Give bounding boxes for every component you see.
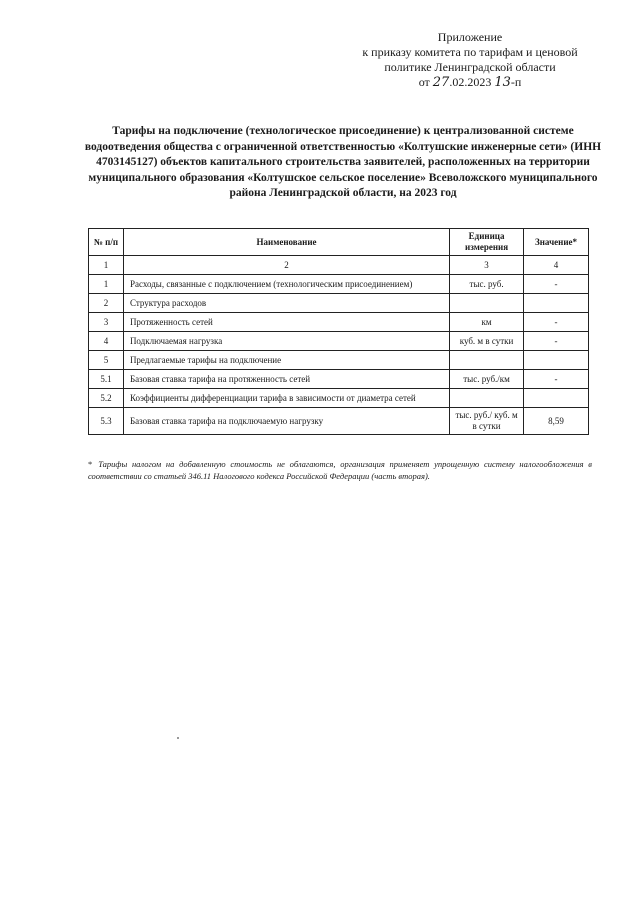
header-name: Наименование — [123, 229, 449, 256]
row-name: Коэффициенты дифференциации тарифа в зависимости от диаметра сетей — [123, 389, 449, 408]
row-name: Предлагаемые тарифы на подключение — [123, 351, 449, 370]
order-date-line — [340, 75, 600, 90]
appendix-line-2: политике Ленинградской области — [384, 60, 556, 74]
row-number: 2 — [89, 294, 124, 313]
table-row — [89, 389, 589, 408]
row-number: 5.3 — [89, 408, 124, 435]
appendix-line-1: к приказу комитета по тарифам и ценовой — [362, 45, 578, 59]
row-number: 5.1 — [89, 370, 124, 389]
appendix-title: Приложение — [437, 30, 503, 44]
row-unit: тыс. руб. — [450, 275, 524, 294]
row-value — [524, 294, 589, 313]
order-suffix: -п — [510, 75, 522, 89]
index-cell: 4 — [524, 256, 589, 275]
order-prefix: от — [418, 75, 430, 89]
row-unit: куб. м в сутки — [450, 332, 524, 351]
row-name: Структура расходов — [123, 294, 449, 313]
row-name: Подключаемая нагрузка — [123, 332, 449, 351]
table-row — [89, 275, 589, 294]
order-number: 13 — [494, 75, 511, 90]
row-number: 5.2 — [89, 389, 124, 408]
header-value: Значение* — [524, 229, 589, 256]
footnote — [88, 458, 592, 482]
row-unit — [450, 389, 524, 408]
appendix-header — [340, 30, 600, 90]
table-row — [89, 313, 589, 332]
table-header-row — [89, 229, 589, 256]
row-unit — [450, 351, 524, 370]
row-number: 3 — [89, 313, 124, 332]
row-value: - — [524, 313, 589, 332]
row-value — [524, 351, 589, 370]
order-day: 27 — [432, 75, 450, 90]
header-number: № п/п — [89, 229, 124, 256]
table-row — [89, 294, 589, 313]
table-row — [89, 351, 589, 370]
tariffs-table — [88, 228, 589, 435]
index-cell: 2 — [123, 256, 449, 275]
row-value: - — [524, 332, 589, 351]
row-number: 1 — [89, 275, 124, 294]
row-unit: км — [450, 313, 524, 332]
scan-speck — [177, 737, 179, 739]
row-number: 4 — [89, 332, 124, 351]
row-value — [524, 389, 589, 408]
row-value: 8,59 — [524, 408, 589, 435]
row-unit: тыс. руб./ куб. м в сутки — [450, 408, 524, 435]
order-date-rest: .02.2023 — [449, 75, 492, 89]
row-name: Базовая ставка тарифа на подключаемую нагрузку — [123, 408, 449, 435]
index-cell: 3 — [450, 256, 524, 275]
footnote-star: * — [88, 459, 93, 469]
table-row — [89, 370, 589, 389]
row-number: 5 — [89, 351, 124, 370]
table-row — [89, 332, 589, 351]
header-unit: Единица измерения — [450, 229, 524, 256]
table-index-row — [89, 256, 589, 275]
index-cell: 1 — [89, 256, 124, 275]
row-name: Протяженность сетей — [123, 313, 449, 332]
row-value: - — [524, 275, 589, 294]
document-title: Тарифы на подключение (технологическое присоединение) к централизованной системе водоотведения общества с ограниченной ответственностью «Колтушские инженерные сети» (ИНН 4703145127) объектов капитального строительства заявителей, расположенных на территории муниципального образования «Колтушское сельское поселение» Всеволожского муниципального района Ленинградской области, на 2023 год — [84, 125, 602, 199]
row-unit — [450, 294, 524, 313]
row-name: Базовая ставка тарифа на протяженность сетей — [123, 370, 449, 389]
row-value: - — [524, 370, 589, 389]
row-name: Расходы, связанные с подключением (технологическим присоединением) — [123, 275, 449, 294]
footnote-text: Тарифы налогом на добавленную стоимость не облагаются, организация применяет упрощенную систему налогообложения в соответствии со статьей 346.11 Налогового кодекса Российской Федерации (часть вторая). — [88, 459, 592, 481]
table-row — [89, 408, 589, 435]
row-unit: тыс. руб./км — [450, 370, 524, 389]
